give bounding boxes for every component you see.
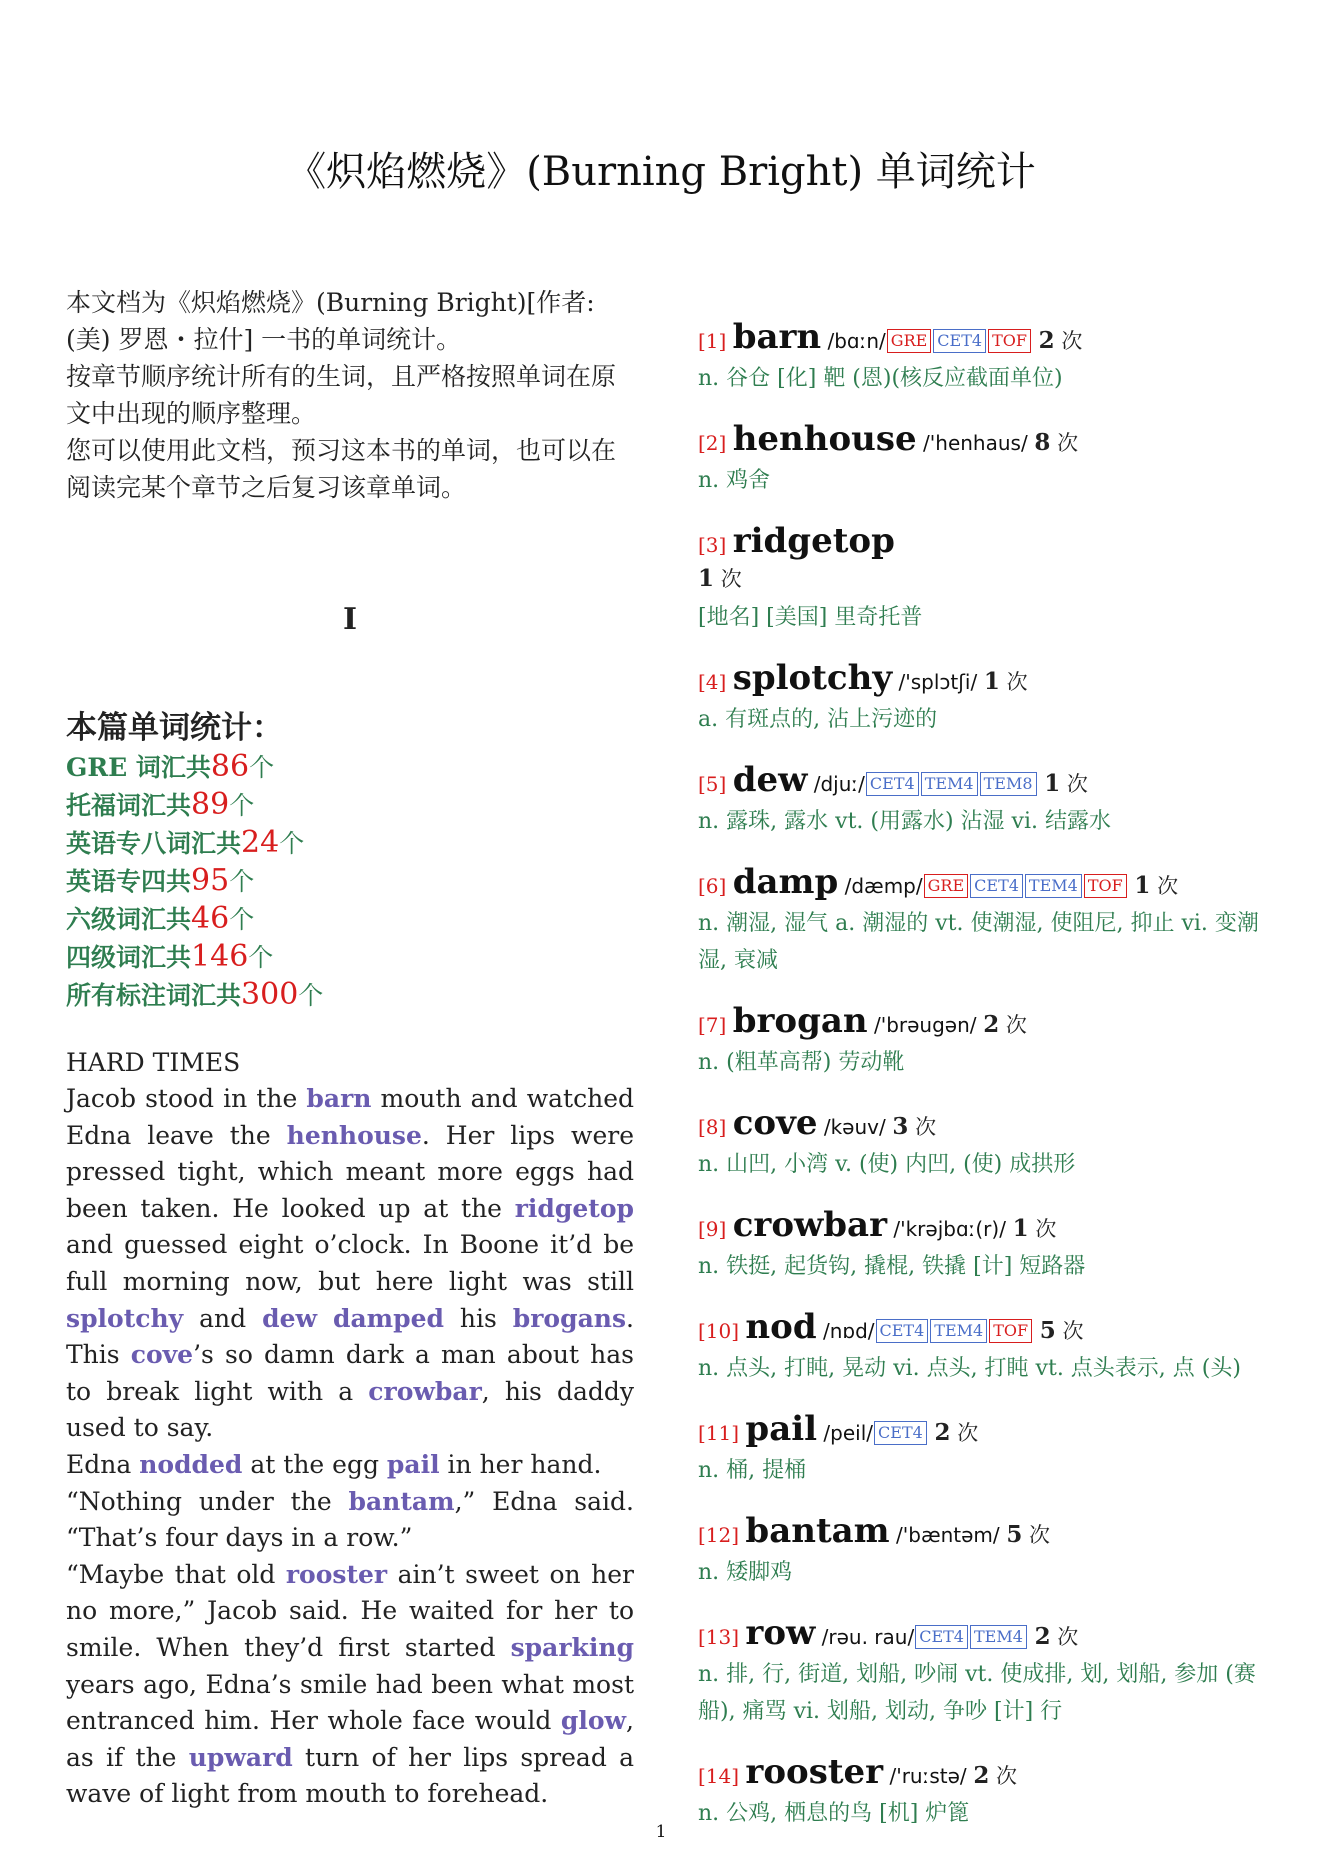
highlighted-word: bantam	[348, 1486, 455, 1516]
entry-count	[1000, 1523, 1050, 1547]
entry-phonetic: /kəuv/	[823, 1115, 886, 1139]
story-text-segment: ’s so damn dark a man about has to break light with a	[66, 1340, 634, 1406]
entry-phonetic: /'splɔtʃi/	[898, 670, 978, 694]
entry-count	[928, 1421, 978, 1445]
entry-count	[886, 1115, 936, 1139]
entry-count-label: 次	[915, 1115, 937, 1139]
entry-count-label: 次	[1066, 772, 1088, 796]
story-text-segment: Jacob stood in the	[66, 1084, 307, 1113]
entry-head	[698, 1307, 1278, 1348]
story-text-segment: ain’t sweet on her no more,” Jacob said. He waited for her to smile. When they’d first started	[66, 1559, 634, 1662]
stat-unit: 个	[229, 867, 255, 896]
entry-number: [9]	[698, 1217, 727, 1241]
vocab-entry	[698, 1205, 1278, 1285]
vocab-entry	[698, 658, 1278, 738]
entry-definition: n. 谷仓 [化] 靶 (恩)(核反应截面单位)	[698, 366, 1063, 391]
level-tag: CET4	[915, 1625, 968, 1649]
entry-word: row	[745, 1613, 816, 1653]
page-title: 《炽焰燃烧》(Burning Bright) 单词统计	[286, 149, 1036, 195]
story-text	[66, 1081, 634, 1813]
highlighted-word: brogans	[512, 1303, 627, 1333]
highlighted-word: cove	[130, 1340, 194, 1370]
entry-head	[698, 419, 1278, 460]
story-text-segment: years ago, Edna’s smile had been what most entranced him. Her whole face would	[66, 1669, 634, 1736]
vocab-entry	[698, 1409, 1278, 1489]
stat-count: 300	[241, 977, 299, 1012]
highlighted-word: rooster	[285, 1559, 388, 1589]
story-paragraph	[66, 1447, 634, 1484]
level-tag: CET4	[933, 329, 986, 353]
entry-word: rooster	[745, 1752, 884, 1792]
entry-count-label: 次	[1057, 1625, 1079, 1649]
entry-head	[698, 317, 1278, 358]
entry-count-number: 2	[983, 1011, 1000, 1038]
entry-head	[698, 1752, 1278, 1793]
entry-count-number: 2	[1038, 327, 1055, 354]
intro	[66, 284, 634, 506]
entry-number: [3]	[698, 533, 727, 557]
entry-word: crowbar	[732, 1205, 887, 1245]
entry-number: [8]	[698, 1115, 727, 1139]
vocab-entry	[698, 1001, 1278, 1081]
stat-count: 89	[191, 787, 230, 822]
entry-head	[698, 1613, 1278, 1654]
stat-label: 所有标注词汇共	[66, 981, 242, 1010]
entry-number: [7]	[698, 1013, 727, 1037]
entry-count	[1038, 772, 1088, 796]
entry-count-label: 次	[996, 1764, 1018, 1788]
vocab-entry	[698, 419, 1278, 499]
entry-definition: [地名] [美国] 里奇托普	[698, 605, 923, 630]
entry-phonetic: /'krəjbɑː(r)/	[893, 1217, 1006, 1241]
entry-count-label: 次	[1062, 1319, 1084, 1343]
entry-head	[698, 521, 1278, 562]
entry-count-label: 次	[720, 567, 742, 591]
story-text-segment: turn of her lips spread a wave of light from mouth to forehead.	[66, 1742, 634, 1809]
highlighted-word: henhouse	[286, 1120, 422, 1150]
highlighted-word: ridgetop	[514, 1193, 634, 1223]
entry-count	[1128, 874, 1178, 898]
stat-label: 英语专四共	[66, 867, 192, 896]
entry-count-number: 5	[1039, 1317, 1056, 1344]
entry-head	[698, 1511, 1278, 1552]
entry-number: [10]	[698, 1319, 740, 1343]
entry-count-number: 2	[1034, 1623, 1051, 1650]
entry-definition: a. 有斑点的, 沾上污迹的	[698, 707, 938, 732]
vocabulary-list	[698, 317, 1278, 1857]
entry-word: nod	[745, 1307, 817, 1347]
story-title: HARD TIMES	[66, 1048, 241, 1077]
entry-definition: n. (粗革高帮) 劳动靴	[698, 1050, 905, 1075]
vocab-entry	[698, 1613, 1278, 1730]
left-column	[66, 284, 634, 1813]
entry-head	[698, 862, 1278, 903]
stat-label: GRE 词汇共	[66, 753, 211, 782]
entry-count	[977, 1013, 1027, 1037]
story-text-segment: . This	[66, 1303, 634, 1370]
entry-count	[1032, 329, 1082, 353]
stat-count: 46	[191, 901, 230, 936]
entry-count-number: 8	[1034, 429, 1051, 456]
highlighted-word: dew	[262, 1303, 318, 1333]
entry-word: brogan	[732, 1001, 868, 1041]
stat-unit: 个	[229, 905, 255, 934]
level-tag: CET4	[970, 874, 1023, 898]
entry-definition: n. 鸡舍	[698, 468, 771, 493]
vocab-entry	[698, 1511, 1278, 1591]
stats-list	[66, 748, 634, 1014]
stat-unit: 个	[229, 791, 255, 820]
entry-phonetic: /bɑːn/	[827, 329, 886, 353]
highlighted-word: damped	[332, 1303, 444, 1333]
level-tag: GRE	[924, 874, 969, 898]
entry-count-number: 1	[1134, 872, 1151, 899]
entry-number: [1]	[698, 329, 727, 353]
entry-count	[977, 670, 1027, 694]
entry-phonetic: /dæmp/	[844, 874, 923, 898]
entry-count-number: 2	[934, 1419, 951, 1446]
entry-count-label: 次	[1005, 1013, 1027, 1037]
story-text-segment: “Maybe that old	[66, 1559, 286, 1589]
entry-phonetic: /nɒd/	[822, 1319, 875, 1343]
entry-count-label: 次	[1029, 1523, 1051, 1547]
entry-count-label: 次	[1061, 329, 1083, 353]
entry-definition: n. 山凹, 小湾 v. (使) 内凹, (使) 成拱形	[698, 1152, 1076, 1177]
vocab-entry	[698, 1307, 1278, 1387]
story-text-segment: , as if the	[66, 1706, 634, 1772]
highlighted-word: barn	[306, 1084, 372, 1113]
entry-number: [14]	[698, 1764, 740, 1788]
entry-word: splotchy	[732, 658, 893, 698]
entry-number: [12]	[698, 1523, 740, 1547]
highlighted-word: crowbar	[368, 1376, 482, 1406]
stat-count: 146	[191, 939, 249, 974]
entry-count	[1028, 1625, 1078, 1649]
level-tag: TOF	[988, 329, 1031, 353]
vocab-entry	[698, 521, 1278, 636]
entry-count-number: 1	[698, 565, 715, 592]
level-tag: CET4	[866, 772, 919, 796]
entry-phonetic: /'brəugən/	[873, 1013, 977, 1037]
intro-line: 您可以使用此文档，预习这本书的单词，也可以在阅读完某个章节之后复习该章单词。	[66, 436, 617, 502]
stat-row	[66, 862, 634, 900]
entry-word: pail	[745, 1409, 818, 1449]
entry-phonetic: /rəu. rau/	[821, 1625, 915, 1649]
entry-count-number: 1	[983, 668, 1000, 695]
level-tag: TEM4	[921, 772, 978, 796]
stat-row	[66, 976, 634, 1014]
entry-count-line	[698, 562, 1278, 597]
entry-head	[698, 1205, 1278, 1246]
entry-definition: n. 桶, 提桶	[698, 1458, 807, 1483]
level-tag: GRE	[887, 329, 932, 353]
entry-count-number: 5	[1006, 1521, 1023, 1548]
vocab-entry	[698, 1103, 1278, 1183]
story-paragraph	[66, 1081, 634, 1447]
stat-row	[66, 748, 634, 786]
level-tag: TEM4	[970, 1625, 1027, 1649]
story-text-segment: and guessed eight o’clock. In Boone it’d be full morning now, but here light was still	[66, 1230, 634, 1296]
story-text-segment: in her hand.	[439, 1449, 602, 1479]
stat-row	[66, 824, 634, 862]
entry-definition: n. 点头, 打盹, 晃动 vi. 点头, 打盹 vt. 点头表示, 点 (头)	[698, 1356, 1241, 1381]
story-text-segment: Edna	[66, 1449, 140, 1479]
stat-label: 英语专八词汇共	[66, 829, 242, 858]
entry-head	[698, 760, 1278, 801]
highlighted-word: splotchy	[66, 1303, 184, 1333]
highlighted-word: sparking	[510, 1632, 634, 1662]
entry-number: [4]	[698, 670, 727, 694]
intro-line: 本文档为《炽焰燃烧》(Burning Bright)[作者: (美) 罗恩・拉什] 一书的单词统计。	[66, 288, 595, 354]
story-text-segment: and	[183, 1303, 263, 1333]
entry-number: [6]	[698, 874, 727, 898]
stat-unit: 个	[248, 943, 274, 972]
stat-count: 86	[210, 749, 250, 784]
page-number: 1	[655, 1822, 667, 1842]
level-tag: TOF	[989, 1319, 1032, 1343]
stat-row	[66, 786, 634, 824]
story-text-segment: “Nothing under the	[66, 1486, 349, 1516]
entry-phonetic: /'ruːstə/	[889, 1764, 967, 1788]
entry-word: ridgetop	[732, 521, 895, 561]
stat-unit: 个	[279, 829, 305, 858]
entry-count-label: 次	[1157, 874, 1179, 898]
stat-row	[66, 900, 634, 938]
entry-phonetic: /'bæntəm/	[896, 1523, 1000, 1547]
stat-count: 95	[191, 863, 230, 898]
level-tag: TOF	[1084, 874, 1127, 898]
story-text-segment: ,” Edna said. “That’s four days in a row.”	[66, 1486, 634, 1553]
entry-head	[698, 1103, 1278, 1144]
level-tag: TEM4	[930, 1319, 987, 1343]
entry-definition: n. 排, 行, 街道, 划船, 吵闹 vt. 使成排, 划, 划船, 参加 (赛船), 痛骂 vi. 划船, 划动, 争吵 [计] 行	[698, 1662, 1256, 1724]
entry-definition: n. 露珠, 露水 vt. (用露水) 沾湿 vi. 结露水	[698, 809, 1111, 834]
level-tag: CET4	[874, 1421, 927, 1445]
entry-word: bantam	[745, 1511, 890, 1551]
entry-count-label: 次	[1035, 1217, 1057, 1241]
entry-phonetic: /'henhaus/	[923, 431, 1028, 455]
stats-title: 本篇单词统计：	[66, 710, 283, 746]
entry-head	[698, 658, 1278, 699]
entry-phonetic: /peil/	[823, 1421, 874, 1445]
entry-definition: n. 潮湿, 湿气 a. 潮湿的 vt. 使潮湿, 使阻尼, 抑止 vi. 变潮湿, 衰减	[698, 911, 1259, 973]
entry-definition: n. 矮脚鸡	[698, 1560, 793, 1585]
vocab-entry	[698, 317, 1278, 397]
entry-number: [5]	[698, 772, 727, 796]
stat-label: 四级词汇共	[66, 943, 192, 972]
story-text-segment: , his daddy used to say.	[66, 1376, 634, 1443]
level-tag: TEM8	[980, 772, 1037, 796]
entry-word: damp	[732, 862, 839, 902]
entry-word: cove	[732, 1103, 818, 1143]
stat-label: 六级词汇共	[66, 905, 192, 934]
stat-row	[66, 938, 634, 976]
story-text-segment	[317, 1304, 333, 1333]
entry-number: [13]	[698, 1625, 740, 1649]
stat-label: 托福词汇共	[66, 791, 192, 820]
entry-count	[1006, 1217, 1056, 1241]
level-tag: TEM4	[1025, 874, 1082, 898]
vocab-entry	[698, 862, 1278, 979]
entry-count	[1028, 431, 1078, 455]
stat-unit: 个	[298, 981, 324, 1010]
entry-count-number: 2	[973, 1762, 990, 1789]
level-tag: CET4	[876, 1319, 929, 1343]
entry-head	[698, 1409, 1278, 1450]
vocab-entry	[698, 760, 1278, 840]
entry-count-number: 1	[1012, 1215, 1029, 1242]
entry-head	[698, 1001, 1278, 1042]
highlighted-word: nodded	[139, 1449, 243, 1479]
highlighted-word: pail	[386, 1449, 440, 1479]
chapter-heading: I	[342, 602, 358, 637]
entry-word: henhouse	[732, 419, 917, 459]
entry-phonetic: /djuː/	[813, 772, 865, 796]
stat-count: 24	[241, 825, 280, 860]
stat-unit: 个	[249, 753, 275, 782]
entry-count-number: 1	[1044, 770, 1061, 797]
story-paragraph	[66, 1557, 634, 1813]
entry-count-label: 次	[1057, 431, 1079, 455]
story-text-segment: mouth and watched Edna leave the	[66, 1084, 634, 1150]
entry-definition: n. 公鸡, 栖息的鸟 [机] 炉篦	[698, 1801, 970, 1826]
story-text-segment: at the egg	[242, 1449, 387, 1479]
entry-count-label: 次	[957, 1421, 979, 1445]
entry-word: barn	[732, 317, 822, 357]
story-text-segment: . Her lips were pressed tight, which meant more eggs had been taken. He looked up at the	[66, 1120, 634, 1223]
story-paragraph	[66, 1484, 634, 1557]
entry-count	[698, 567, 742, 591]
entry-definition: n. 铁挺, 起货钩, 撬棍, 铁撬 [计] 短路器	[698, 1254, 1086, 1279]
entry-count-number: 3	[892, 1113, 909, 1140]
entry-count-label: 次	[1006, 670, 1028, 694]
entry-count	[1033, 1319, 1083, 1343]
highlighted-word: upward	[188, 1742, 293, 1772]
entry-count	[967, 1764, 1017, 1788]
entry-word: dew	[732, 760, 808, 800]
entry-number: [2]	[698, 431, 727, 455]
highlighted-word: glow	[560, 1706, 627, 1736]
entry-number: [11]	[698, 1421, 740, 1445]
story-text-segment: his	[443, 1303, 513, 1333]
vocab-entry	[698, 1752, 1278, 1832]
intro-line: 按章节顺序统计所有的生词，且严格按照单词在原文中出现的顺序整理。	[66, 362, 617, 428]
